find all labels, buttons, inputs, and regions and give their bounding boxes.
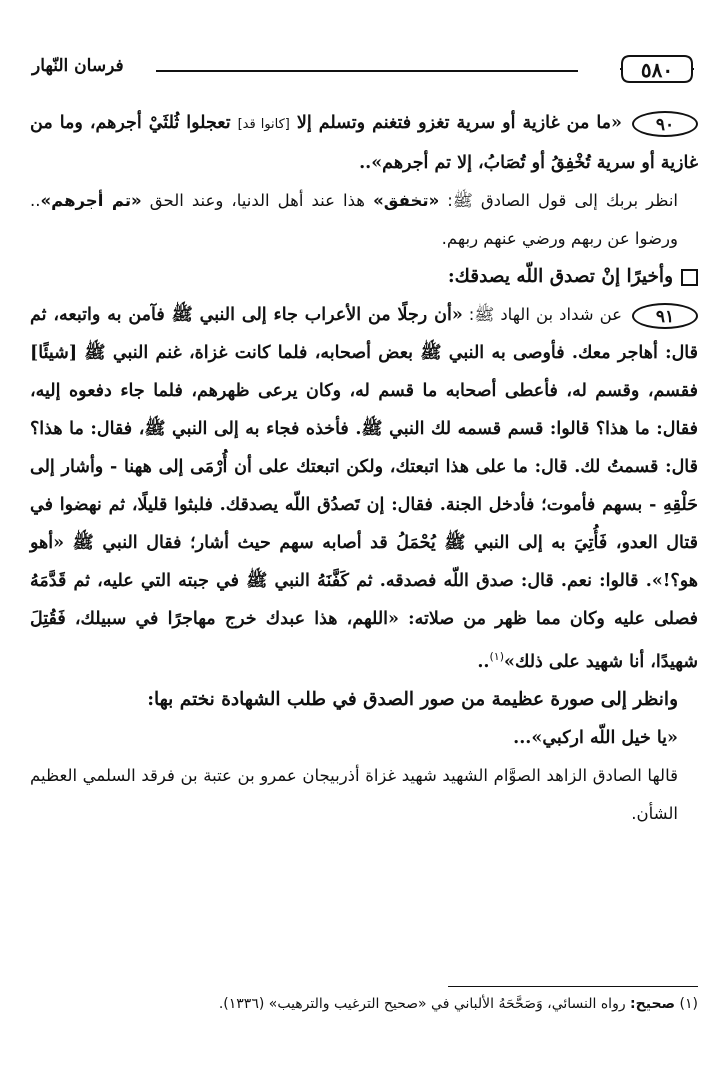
hadith-91-narrator: عن شداد بن الهاد ﷺ:	[462, 305, 622, 324]
hadith-90	[30, 104, 698, 182]
comment-a: انظر بربك إلى قول الصادق ﷺ:	[439, 191, 678, 210]
hadith-90-text-b: تعجلوا ثُلثَيْ أجرهم، وما من غازية أو سرية تُخْفِقُ أو تُصَابُ، إلا تم أجرهم»..	[30, 113, 698, 173]
page-body	[30, 104, 698, 833]
section-heading	[30, 258, 698, 296]
book-title: فرسان النّهار	[32, 56, 124, 76]
hadith-90-text-a: «ما من غازية أو سرية تغزو فتغنم وتسلم إلا	[289, 113, 622, 133]
hadith-number-badge: ٩٠	[632, 111, 698, 137]
closing-quote: «يا خيل اللّه اركبي»...	[513, 727, 678, 748]
footnote-marker: (١)	[679, 996, 698, 1012]
page-header	[32, 52, 694, 92]
section-heading-text: وأخيرًا إنْ تصدق اللّه يصدقك:	[447, 266, 673, 287]
comment-d: «تم أجرهم»	[40, 191, 142, 210]
hadith-91-tail: ..	[477, 651, 490, 672]
closing-lead: وانظر إلى صورة عظيمة من صور الصدق في طلب الشهادة نختم بها:	[147, 688, 678, 710]
comment-b: «تخفق»	[373, 191, 440, 210]
comment-e: .. ورضوا عن ربهم ورضي عنهم ربهم.	[30, 191, 678, 248]
hadith-90-comment	[30, 182, 698, 258]
footnote	[30, 992, 698, 1016]
hadith-90-bracket: [كانوا قد]	[237, 117, 290, 132]
footnote-rule	[448, 986, 698, 987]
page-number: ٥٨٠	[640, 58, 674, 82]
checkbox-icon	[681, 269, 698, 286]
closing-text: قالها الصادق الزاهد الصوَّام الشهيد شهيد غزاة أذربيجان عمرو بن عتبة بن فرقد السلمي العظيم الشأن.	[30, 765, 678, 823]
hadith-number-badge: ٩١	[632, 303, 698, 329]
header-rule	[156, 70, 578, 72]
hadith-91-text: «أن رجلًا من الأعراب جاء إلى النبي ﷺ فآمن به واتبعه، ثم قال: أهاجر معك. فأوصى به النبي ﷺ بعض أصحابه، فلما كانت غزاة، غنم النبي ﷺ [شيئًا] فقسم، وقسم له، فأعطى أصحابه ما قسم له، وكان يرعى ظهرهم، فلما جاء دفعوه إليه، فقال: ما هذا؟ قالوا: قسم قسمه لك النبي ﷺ. فأخذه فجاء به إلى النبي ﷺ، فقال: ما هذا؟ قال: قسمتُ لك. قال: ما على هذا اتبعتك، ولكن اتبعتك على أن أُرْمَى إلى ههنا - وأشار إلى حَلْقِهِ - بسهم فأموت؛ فأدخل الجنة. فقال: إن تَصدُق اللّه يصدقك. فلبثوا قليلًا، ثم نهضوا في قتال العدو، فَأُتِيَ به إلى النبي ﷺ يُحْمَلُ قد أصابه سهم حيث أشار؛ فقال النبي ﷺ «أهو هو؟!». قالوا: نعم. قال: صدق اللّه فصدقه. ثم كَفَّنَهُ النبي ﷺ في جبته التي عليه، ثم قَدَّمَهُ فصلى عليه وكان مما ظهر من صلاته: «اللهم، هذا عبدك خرج مهاجرًا في سبيلك، فَقُتِلَ شهيدًا، أنا شهيد على ذلك»	[30, 305, 698, 672]
comment-c: هذا عند أهل الدنيا، وعند الحق	[141, 191, 374, 210]
footnote-text: رواه النسائي، وَصَحَّحَهُ الألباني في «صحيح الترغيب والترهيب» (١٣٣٦).	[218, 996, 631, 1012]
hadith-91	[30, 296, 698, 681]
footnote-label: صحيح:	[630, 996, 676, 1012]
footnote-reference: (١)	[489, 650, 505, 663]
page-number-badge	[620, 54, 694, 84]
